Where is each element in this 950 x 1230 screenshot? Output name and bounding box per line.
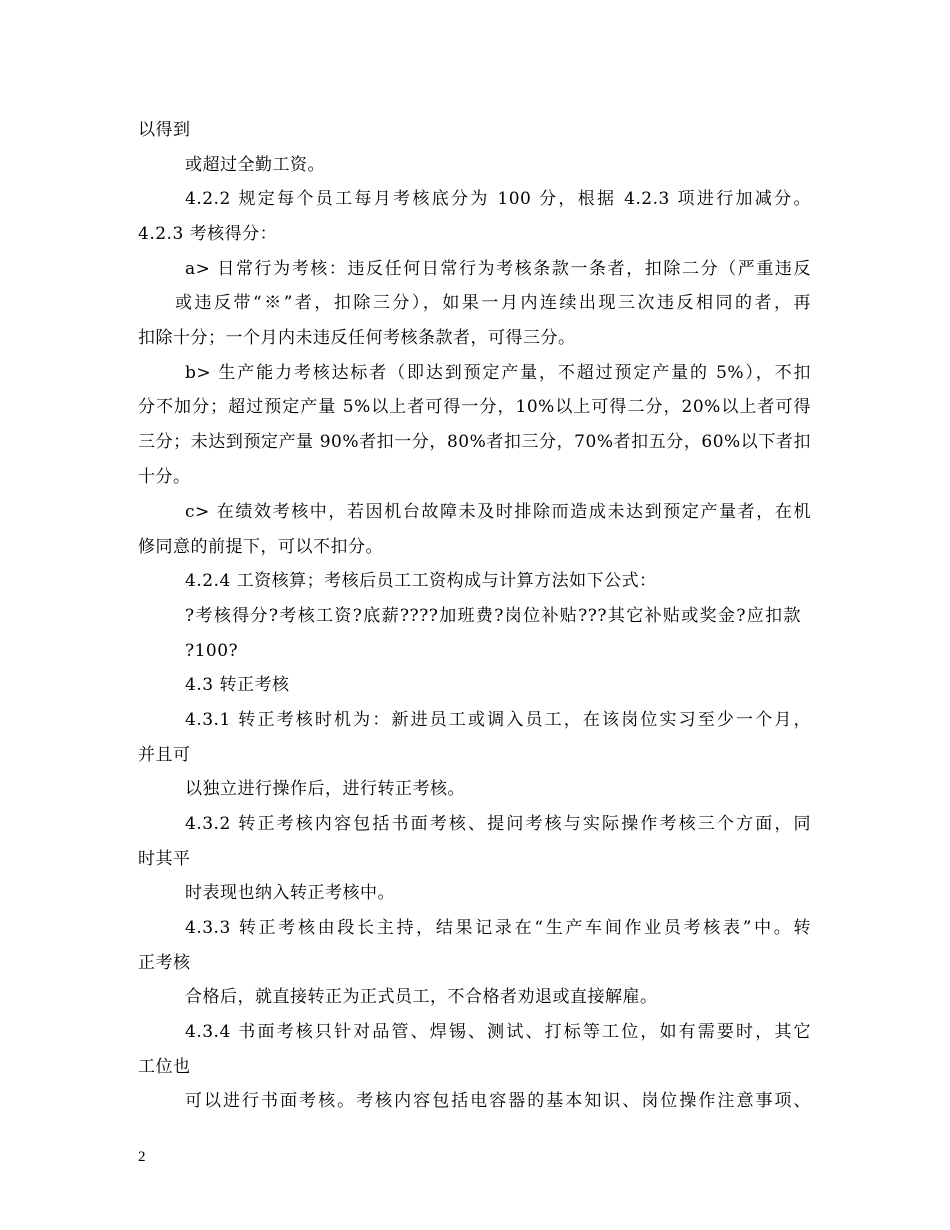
text-line: 4.2.3 考核得分：: [138, 224, 278, 244]
text-line: 4.3.2 转正考核内容包括书面考核、提问考核与实际操作考核三个方面，同: [185, 814, 811, 834]
text-line: 4.3 转正考核: [185, 675, 290, 695]
text-line: 或违反带“※”者，扣除三分），如果一月内连续出现三次违反相同的者，再: [175, 293, 811, 313]
text-line: 4.2.4 工资核算；考核后员工工资构成与计算方法如下公式：: [185, 571, 657, 591]
text-line: 并且可: [138, 745, 191, 765]
page-number: 2: [138, 1149, 146, 1165]
text-line: 合格后，就直接转正为正式员工，不合格者劝退或直接解雇。: [185, 987, 658, 1007]
text-line: 工位也: [138, 1057, 191, 1077]
text-line: 以得到: [138, 120, 191, 140]
text-line: 修同意的前提下，可以不扣分。: [138, 537, 383, 557]
text-line: 4.3.4 书面考核只针对品管、焊锡、测试、打标等工位，如有需要时，其它: [185, 1022, 811, 1042]
text-line: 时表现也纳入转正考核中。: [185, 883, 395, 903]
text-line: 正考核: [138, 953, 191, 973]
text-line: 4.3.3 转正考核由段长主持，结果记录在“生产车间作业员考核表”中。转: [185, 918, 811, 938]
text-line: a> 日常行为考核：违反任何日常行为考核条款一条者，扣除二分（严重违反: [185, 259, 811, 279]
text-line: 可以进行书面考核。考核内容包括电容器的基本知识、岗位操作注意事项、: [185, 1091, 811, 1111]
text-line: 4.2.2 规定每个员工每月考核底分为 100 分，根据 4.2.3 项进行加减分。: [185, 189, 811, 209]
text-line: ?考核得分?考核工资?底薪????加班费?岗位补贴???其它补贴或奖金?应扣款: [185, 606, 801, 626]
text-line: 十分。: [138, 467, 191, 487]
text-line: ?100?: [185, 641, 239, 661]
text-line: 扣除十分；一个月内未违反任何考核条款者，可得三分。: [138, 328, 576, 348]
text-line: b> 生产能力考核达标者（即达到预定产量，不超过预定产量的 5%），不扣: [185, 363, 811, 383]
text-line: 时其平: [138, 849, 191, 869]
text-line: c> 在绩效考核中，若因机台故障未及时排除而造成未达到预定产量者，在机: [185, 502, 811, 522]
text-line: 三分；未达到预定产量 90%者扣一分，80%者扣三分，70%者扣五分，60%以下者扣: [138, 432, 811, 452]
text-line: 4.3.1 转正考核时机为：新进员工或调入员工，在该岗位实习至少一个月，: [185, 710, 811, 730]
text-line: 或超过全勤工资。: [185, 155, 325, 175]
text-line: 以独立进行操作后，进行转正考核。: [185, 779, 465, 799]
text-line: 分不加分；超过预定产量 5%以上者可得一分，10%以上可得二分，20%以上者可得: [138, 397, 811, 417]
